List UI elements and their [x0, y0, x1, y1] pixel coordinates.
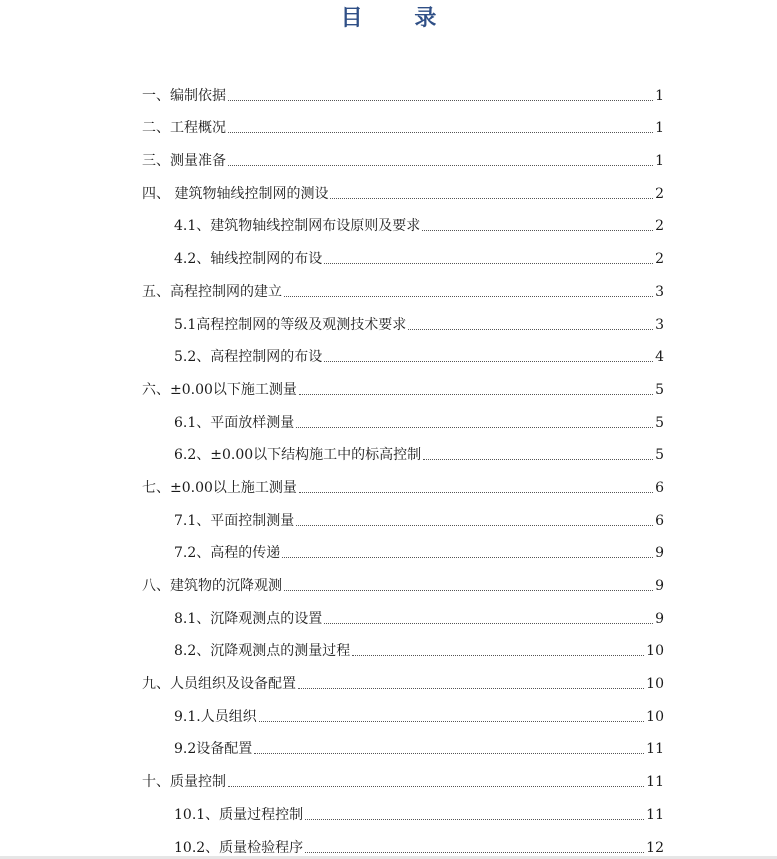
- toc-entry[interactable]: [142, 824, 664, 857]
- toc-entry[interactable]: [142, 399, 664, 432]
- toc-page-number: 3: [655, 316, 664, 333]
- toc-entry-label: 二、工程概况: [142, 120, 226, 137]
- toc-page-number: 2: [655, 185, 664, 202]
- toc-entry[interactable]: [142, 105, 664, 138]
- toc-entry[interactable]: [142, 726, 664, 759]
- toc-entry-label: 十、质量控制: [142, 774, 226, 791]
- toc-entry[interactable]: [142, 562, 664, 595]
- toc-dot-leader: [299, 491, 653, 493]
- toc-page-number: 9: [655, 578, 664, 594]
- toc-dot-leader: [324, 622, 653, 624]
- toc-entry[interactable]: [142, 170, 664, 203]
- toc-dot-leader: [228, 131, 653, 133]
- toc-entry-label: 四、 建筑物轴线控制网的测设: [142, 185, 329, 202]
- toc-entry[interactable]: [142, 464, 664, 497]
- toc-page-number: 4: [655, 349, 664, 366]
- toc-page-number: 11: [646, 741, 664, 758]
- toc-page-number: 12: [646, 839, 664, 856]
- toc-page-number: 6: [655, 512, 664, 529]
- toc-page-number: 11: [646, 806, 664, 823]
- toc-page-number: 11: [646, 774, 664, 791]
- toc-dot-leader: [296, 426, 653, 428]
- toc-entry-label: 10.1、质量过程控制: [174, 806, 304, 823]
- toc-dot-leader: [254, 752, 644, 754]
- toc-entry-label: 三、测量准备: [142, 153, 226, 170]
- toc-dot-leader: [228, 99, 653, 101]
- toc-dot-leader: [296, 524, 653, 526]
- toc-entry-label: 4.2、轴线控制网的布设: [174, 251, 323, 268]
- toc-entry-label: 8.2、沉降观测点的测量过程: [174, 643, 351, 660]
- toc-page-number: 3: [655, 283, 664, 300]
- toc-dot-leader: [298, 687, 644, 689]
- toc-entry-label: 六、±0.00以下施工测量: [142, 381, 297, 398]
- toc-entry[interactable]: [142, 203, 664, 236]
- toc-entry-label: 八、建筑物的沉降观测: [142, 578, 282, 594]
- toc-page-number: 1: [655, 87, 664, 104]
- toc-entry[interactable]: [142, 758, 664, 791]
- toc-entry-label: 5.1高程控制网的等级及观测技术要求: [174, 316, 407, 333]
- toc-entry[interactable]: [142, 301, 664, 334]
- toc-dot-leader: [352, 654, 644, 656]
- toc-dot-leader: [330, 197, 653, 199]
- toc-dot-leader: [228, 164, 653, 166]
- toc-entry[interactable]: [142, 497, 664, 530]
- toc-entry[interactable]: [142, 366, 664, 399]
- toc-entry[interactable]: [142, 530, 664, 563]
- table-of-contents: [142, 72, 664, 857]
- toc-entry-label: 九、人员组织及设备配置: [142, 676, 296, 693]
- toc-entry[interactable]: [142, 432, 664, 465]
- toc-entry[interactable]: [142, 791, 664, 824]
- toc-dot-leader: [324, 262, 653, 264]
- toc-entry-label: 7.2、高程的传递: [174, 545, 281, 562]
- toc-entry-label: 五、高程控制网的建立: [142, 283, 282, 300]
- toc-entry-label: 6.2、±0.00以下结构施工中的标高控制: [174, 447, 422, 464]
- toc-dot-leader: [305, 818, 644, 820]
- toc-page-number: 6: [655, 479, 664, 496]
- toc-entry-label: 9.1.人员组织: [174, 708, 257, 725]
- toc-page-number: 5: [655, 381, 664, 398]
- toc-page-number: 9: [655, 545, 664, 562]
- toc-entry-label: 七、±0.00以上施工测量: [142, 479, 297, 496]
- toc-page-number: 5: [655, 414, 664, 431]
- toc-entry-label: 8.1、沉降观测点的设置: [174, 610, 323, 627]
- toc-page-number: 2: [655, 218, 664, 235]
- toc-dot-leader: [324, 360, 653, 362]
- toc-entry-label: 9.2设备配置: [174, 741, 253, 758]
- toc-page-number: 5: [655, 447, 664, 464]
- toc-page-number: 10: [646, 643, 664, 660]
- toc-page-number: 10: [646, 708, 664, 725]
- toc-dot-leader: [408, 328, 653, 330]
- toc-entry[interactable]: [142, 137, 664, 170]
- toc-entry-label: 一、编制依据: [142, 87, 226, 104]
- toc-entry-label: 5.2、高程控制网的布设: [174, 349, 323, 366]
- toc-entry[interactable]: [142, 235, 664, 268]
- toc-dot-leader: [299, 393, 653, 395]
- toc-page-number: 2: [655, 251, 664, 268]
- toc-entry[interactable]: [142, 268, 664, 301]
- toc-page-number: 10: [646, 676, 664, 693]
- toc-dot-leader: [282, 556, 653, 558]
- toc-entry[interactable]: [142, 628, 664, 661]
- toc-title: 目 录: [340, 5, 459, 31]
- toc-dot-leader: [228, 785, 644, 787]
- toc-entry[interactable]: [142, 334, 664, 367]
- toc-entry-label: 7.1、平面控制测量: [174, 512, 295, 529]
- toc-entry-label: 4.1、建筑物轴线控制网布设原则及要求: [174, 218, 421, 235]
- toc-page-number: 1: [655, 153, 664, 170]
- toc-dot-leader: [305, 851, 644, 853]
- toc-dot-leader: [284, 295, 653, 297]
- toc-entry[interactable]: [142, 660, 664, 693]
- toc-entry[interactable]: [142, 72, 664, 105]
- toc-dot-leader: [422, 229, 653, 231]
- toc-page-number: 9: [655, 610, 664, 627]
- toc-dot-leader: [423, 458, 653, 460]
- toc-dot-leader: [259, 720, 644, 722]
- toc-entry-label: 6.1、平面放样测量: [174, 414, 295, 431]
- toc-dot-leader: [284, 589, 653, 591]
- toc-entry[interactable]: [142, 693, 664, 726]
- toc-entry-label: 10.2、质量检验程序: [174, 839, 304, 856]
- toc-entry[interactable]: [142, 595, 664, 628]
- toc-page-number: 1: [655, 120, 664, 137]
